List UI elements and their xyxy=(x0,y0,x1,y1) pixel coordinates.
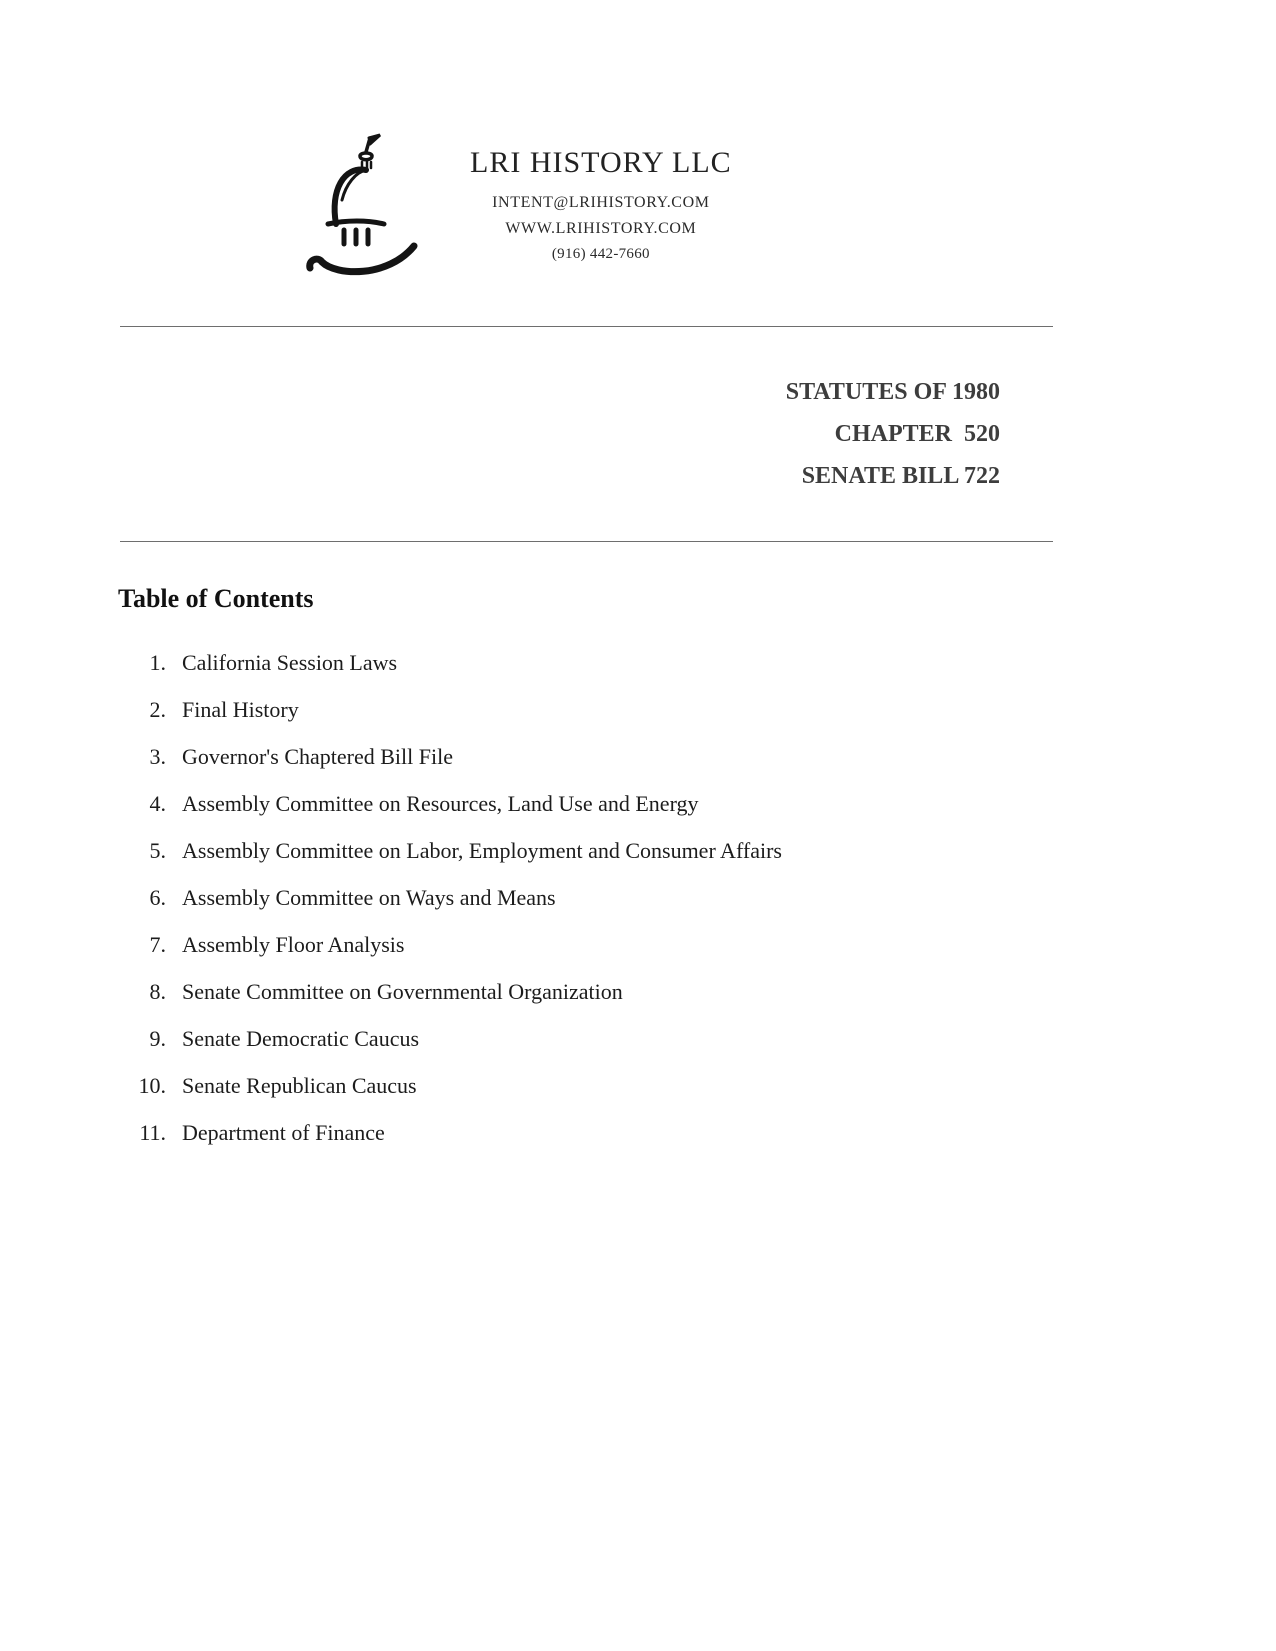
company-phone: (916) 442-7660 xyxy=(551,246,650,262)
toc-item-label: Assembly Committee on Labor, Employment and Consumer Affairs xyxy=(182,838,782,863)
toc-item-number: 9. xyxy=(149,1026,166,1051)
toc-item xyxy=(118,1075,1276,1097)
toc-item-label: Senate Democratic Caucus xyxy=(182,1026,420,1051)
toc-item xyxy=(118,699,1276,721)
toc-item-label: California Session Laws xyxy=(182,650,398,675)
letterhead-text xyxy=(470,128,732,271)
toc-list xyxy=(118,652,1276,1144)
toc-item-label: Assembly Committee on Resources, Land Use and Energy xyxy=(182,791,699,816)
toc-item-number: 2. xyxy=(149,697,166,722)
toc-item-label: Assembly Floor Analysis xyxy=(182,932,405,957)
toc-title: Table of Contents xyxy=(118,584,314,613)
company-email: INTENT@LRIHISTORY.COM xyxy=(492,194,710,211)
company-name: LRI HISTORY LLC xyxy=(470,146,732,179)
toc-item xyxy=(118,1122,1276,1144)
toc-item xyxy=(118,934,1276,956)
toc-item-label: Senate Republican Caucus xyxy=(182,1073,417,1098)
toc-item-number: 1. xyxy=(149,650,166,675)
toc-item-number: 11. xyxy=(139,1120,166,1145)
horizontal-rule-bottom xyxy=(120,541,1053,542)
toc-item-label: Final History xyxy=(182,697,299,722)
toc-item-number: 7. xyxy=(149,932,166,957)
company-website: WWW.LRIHISTORY.COM xyxy=(505,220,697,237)
letterhead xyxy=(296,128,1276,288)
toc-item-label: Assembly Committee on Ways and Means xyxy=(182,885,556,910)
toc-item-label: Senate Committee on Governmental Organization xyxy=(182,979,623,1004)
toc-item xyxy=(118,840,1276,862)
case-header xyxy=(0,371,1000,497)
capitol-dome-logo-icon xyxy=(296,128,436,288)
toc-item xyxy=(118,887,1276,909)
toc-item xyxy=(118,1028,1276,1050)
toc-item-number: 3. xyxy=(149,744,166,769)
toc-item-label: Department of Finance xyxy=(182,1120,385,1145)
toc-item-label: Governor's Chaptered Bill File xyxy=(182,744,453,769)
toc-item-number: 6. xyxy=(149,885,166,910)
horizontal-rule-top xyxy=(120,326,1053,327)
senate-bill-line: SENATE BILL 722 xyxy=(801,463,1000,489)
toc-item-number: 5. xyxy=(149,838,166,863)
toc-item-number: 4. xyxy=(149,791,166,816)
toc-item-number: 10. xyxy=(138,1073,166,1098)
toc-item xyxy=(118,981,1276,1003)
chapter-line: CHAPTER 520 xyxy=(834,421,1000,447)
statutes-of-line: STATUTES OF 1980 xyxy=(785,379,1000,405)
toc-item xyxy=(118,746,1276,768)
toc-item xyxy=(118,793,1276,815)
toc-item-number: 8. xyxy=(149,979,166,1004)
toc-item xyxy=(118,652,1276,674)
